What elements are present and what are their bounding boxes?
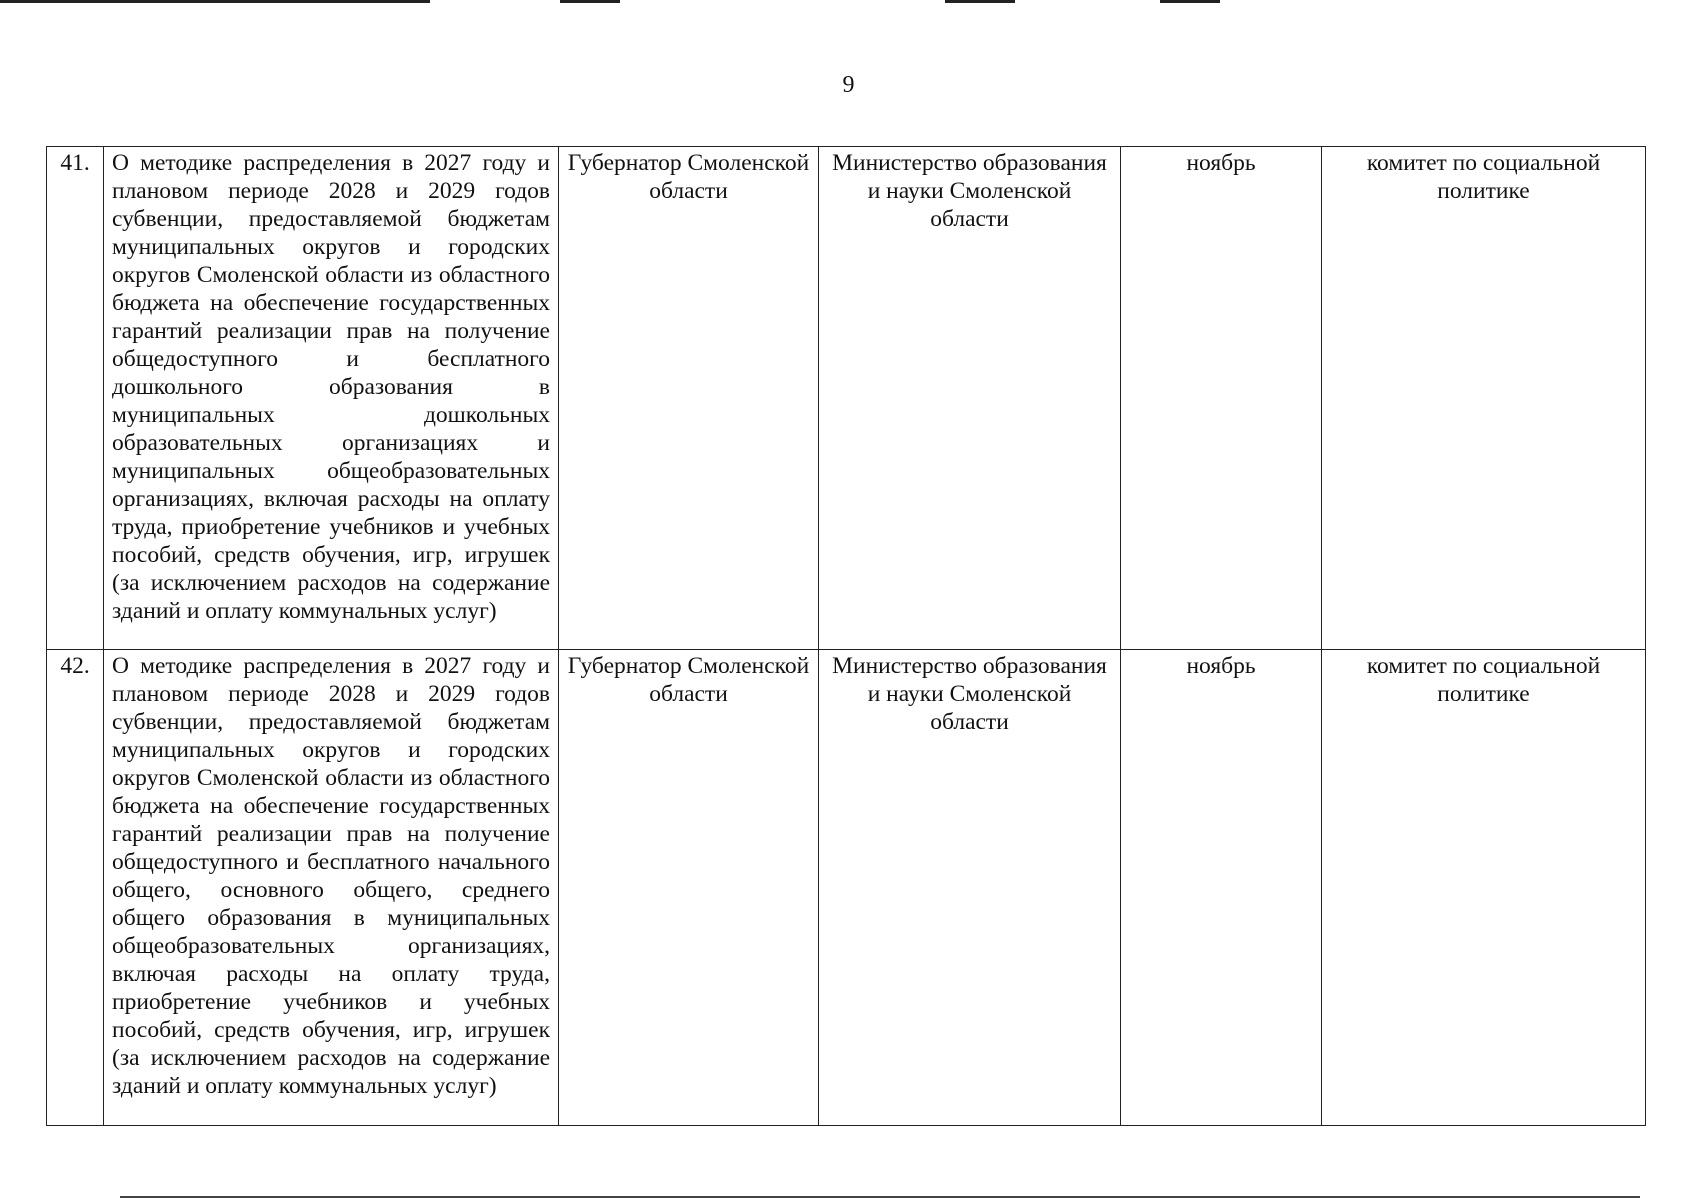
scan-bottom-edge [120,1196,1640,1198]
row-committee: комитет по социальной политике [1322,147,1646,650]
row-number: 42. [47,650,104,1126]
row-initiator: Губернатор Смоленской области [559,650,819,1126]
page-number: 9 [842,72,855,98]
row-committee: комитет по социальной политике [1322,650,1646,1126]
row-title: О методике распределения в 2027 году и плановом периоде 2028 и 2029 годов субвенции, предоставляемой бюджетам муниципальных округов и городских округов Смоленской области из областного бюджета на обеспечение государственных гарантий реализации прав на получение общедоступного и бесплатного начального общего, основного общего, среднего общего образования в муниципальных общеобразовательных организациях, включая расходы на оплату труда, приобретение учебников и учебных пособий, средств обучения, игр, игрушек (за исключением расходов на содержание зданий и оплату коммунальных услуг) [104,650,559,1126]
row-term: ноябрь [1121,650,1322,1126]
scan-edge-mark [945,0,1015,3]
scan-edge-mark [560,0,620,3]
row-number: 41. [47,147,104,650]
scan-edge-mark [1160,0,1220,3]
row-developer: Министерство образования и науки Смоленской области [819,147,1121,650]
row-title: О методике распределения в 2027 году и плановом периоде 2028 и 2029 годов субвенции, предоставляемой бюджетам муниципальных округов и городских округов Смоленской области из областного бюджета на обеспечение государственных гарантий реализации прав на получение общедоступного и бесплатного дошкольного образования в муниципальных дошкольных образовательных организациях и муниципальных общеобразовательных организациях, включая расходы на оплату труда, приобретение учебников и учебных пособий, средств обучения, игр, игрушек (за исключением расходов на содержание зданий и оплату коммунальных услуг) [104,147,559,650]
scan-edge-mark [0,0,430,3]
row-initiator: Губернатор Смоленской области [559,147,819,650]
table-row [47,650,1646,1126]
plan-table [46,146,1646,1126]
table-row [47,147,1646,650]
row-term: ноябрь [1121,147,1322,650]
row-developer: Министерство образования и науки Смоленской области [819,650,1121,1126]
